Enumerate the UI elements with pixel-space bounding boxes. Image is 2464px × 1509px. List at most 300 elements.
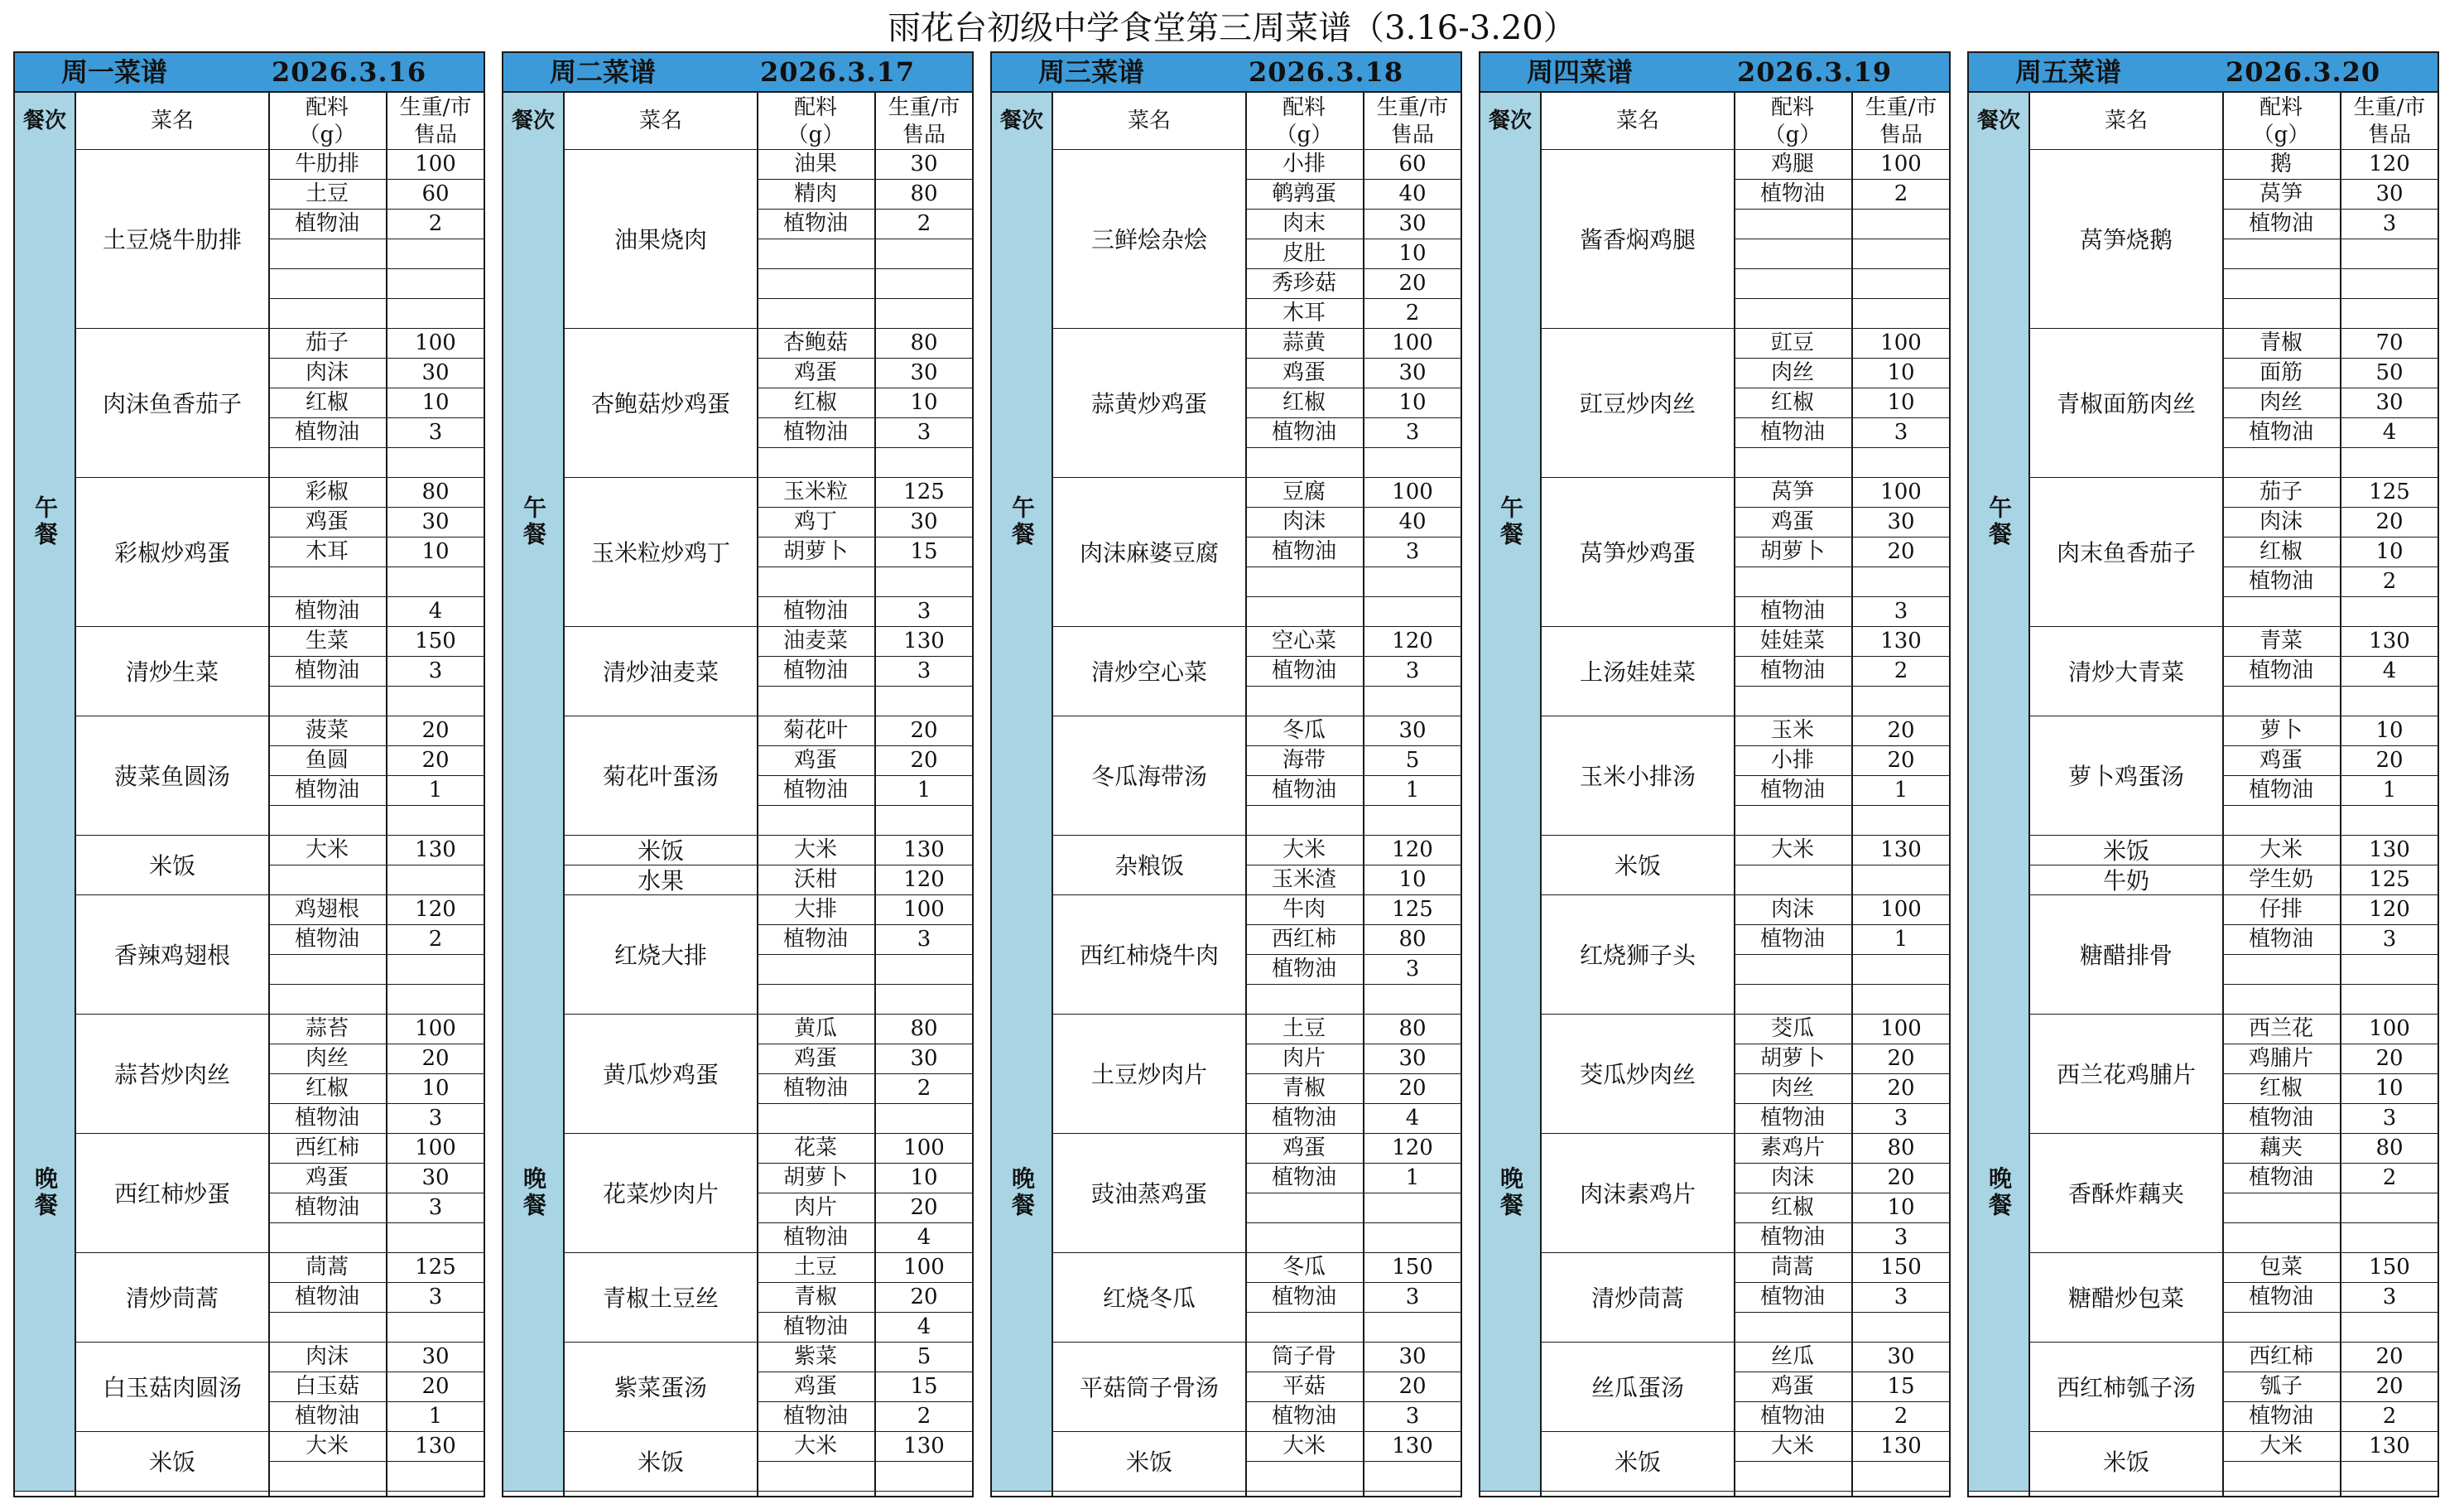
ingredient-name	[268, 1312, 386, 1342]
ingredient-amount	[387, 954, 484, 984]
ingredient-name: 藕夹	[2259, 1135, 2303, 1160]
col-header-weight-line2: 售品	[902, 123, 946, 147]
ingredient-amount: 3	[1405, 957, 1420, 981]
row-divider	[1245, 775, 1461, 776]
ingredient-amount: 100	[903, 1135, 945, 1160]
ingredient-name	[757, 686, 874, 716]
row-divider	[2222, 417, 2438, 418]
ingredient-name: 牛肋排	[294, 152, 359, 176]
ingredient-amount: 1	[1405, 1165, 1420, 1190]
row-divider	[757, 1401, 972, 1402]
ingredient-name: 鸡丁	[793, 509, 837, 534]
dish-name: 清炒油麦菜	[602, 658, 719, 686]
page-title: 雨花台初级中学食堂第三周菜谱（3.16-3.20）	[888, 9, 1576, 47]
col-header-meal: 餐次	[992, 93, 1052, 149]
row-divider	[268, 656, 484, 657]
ingredient-name: 茄子	[305, 330, 349, 355]
row-divider	[1245, 745, 1461, 746]
row-divider	[1245, 1163, 1461, 1164]
ingredient-amount: 20	[2375, 1374, 2404, 1399]
ingredient-name: 植物油	[2248, 1404, 2313, 1429]
ingredient-amount	[2341, 596, 2438, 626]
ingredient-name: 胡萝卜	[782, 539, 848, 564]
ingredient-amount: 20	[1887, 1165, 1915, 1190]
dish-name: 三鲜烩杂烩	[1090, 226, 1207, 253]
row-divider	[1734, 447, 1949, 448]
ingredient-amount: 70	[2375, 330, 2404, 355]
col-header-ingredient	[1734, 94, 1851, 149]
row-divider	[1245, 268, 1461, 269]
ingredient-amount	[2341, 447, 2438, 477]
ingredient-amount: 130	[1880, 1434, 1922, 1458]
day-menu-table	[990, 51, 1462, 1497]
dish-name: 糖醋炒包菜	[2067, 1285, 2184, 1312]
ingredient-amount: 100	[1880, 330, 1922, 355]
ingredient-name	[757, 954, 874, 984]
ingredient-amount: 80	[1398, 927, 1427, 952]
ingredient-amount: 100	[415, 1135, 456, 1160]
ingredient-name: 植物油	[294, 778, 359, 803]
dish-name: 豉油蒸鸡蛋	[1090, 1180, 1207, 1208]
row-divider	[1734, 268, 1949, 269]
row-divider	[1734, 179, 1949, 180]
ingredient-name: 鸡蛋	[793, 360, 837, 385]
dish-name: 玉米粒炒鸡丁	[590, 539, 730, 566]
row-divider	[1734, 209, 1949, 210]
ingredient-amount: 20	[2375, 1344, 2404, 1369]
ingredient-name	[268, 239, 386, 268]
dish-name: 莴笋烧鹅	[2079, 226, 2173, 253]
row-divider	[1734, 417, 1949, 418]
ingredient-name	[1734, 209, 1851, 239]
ingredient-amount: 80	[2375, 1135, 2404, 1160]
ingredient-amount: 1	[1894, 927, 1908, 952]
dish-name: 西红柿瓠子汤	[2056, 1374, 2196, 1401]
ingredient-name: 大米	[305, 837, 349, 862]
ingredient-amount: 120	[1392, 837, 1433, 862]
row-divider	[1734, 566, 1949, 567]
ingredient-name: 红椒	[2259, 1076, 2303, 1101]
ingredient-amount	[387, 1222, 484, 1252]
ingredient-name: 植物油	[1759, 1225, 1825, 1250]
ingredient-amount: 3	[1894, 599, 1908, 624]
ingredient-amount: 3	[1405, 658, 1420, 683]
ingredient-amount: 40	[1398, 181, 1427, 206]
row-divider	[757, 745, 972, 746]
ingredient-name: 小排	[1282, 152, 1326, 176]
ingredient-amount: 10	[1887, 390, 1915, 415]
dish-name: 米饭	[1614, 1449, 1661, 1476]
day-name: 周三菜谱	[1038, 56, 1145, 88]
ingredient-name: 仔排	[2259, 897, 2303, 922]
day-menu-table	[502, 51, 974, 1497]
ingredient-amount: 10	[1398, 867, 1427, 892]
ingredient-name: 紫菜	[793, 1344, 837, 1369]
row-divider	[757, 1073, 972, 1074]
row-divider	[1734, 537, 1949, 538]
ingredient-amount: 5	[1405, 748, 1420, 773]
ingredient-name: 玉米粒	[782, 480, 848, 504]
ingredient-amount: 3	[428, 1106, 443, 1131]
dish-name: 米饭	[148, 852, 195, 880]
ingredient-name	[1734, 805, 1851, 835]
ingredient-amount: 10	[2375, 1076, 2404, 1101]
ingredient-name: 植物油	[1271, 1106, 1336, 1131]
ingredient-name: 植物油	[294, 1404, 359, 1429]
day-date: 2026.3.18	[1249, 56, 1404, 88]
row-divider	[757, 268, 972, 269]
col-divider	[1363, 93, 1364, 1496]
ingredient-name: 丝瓜	[1770, 1344, 1814, 1369]
ingredient-name: 木耳	[305, 539, 349, 564]
ingredient-amount: 130	[1392, 1434, 1433, 1458]
col-divider	[386, 93, 387, 1496]
ingredient-name: 植物油	[1759, 181, 1825, 206]
dish-name: 平菇筒子骨汤	[1079, 1374, 1219, 1401]
ingredient-name: 空心菜	[1271, 629, 1336, 653]
ingredient-amount: 2	[2382, 1404, 2397, 1429]
ingredient-name: 生菜	[305, 629, 349, 653]
ingredient-name	[1734, 686, 1851, 716]
ingredient-amount: 4	[2382, 658, 2397, 683]
ingredient-amount	[2341, 298, 2438, 328]
ingredient-amount	[876, 566, 972, 596]
ingredient-amount: 120	[903, 867, 945, 892]
col-header-weight-line2: 售品	[413, 123, 457, 147]
ingredient-name: 筒子骨	[1271, 1344, 1336, 1369]
ingredient-name	[757, 566, 874, 596]
ingredient-amount: 3	[1405, 1404, 1420, 1429]
ingredient-name: 素鸡片	[1759, 1135, 1825, 1160]
dish-name: 豇豆炒肉丝	[1579, 390, 1696, 417]
ingredient-amount: 20	[1398, 1076, 1427, 1101]
ingredient-amount	[1853, 447, 1949, 477]
ingredient-amount: 3	[2382, 1285, 2397, 1309]
ingredient-name	[2222, 268, 2340, 298]
dish-name: 米饭	[1125, 1449, 1172, 1476]
ingredient-name: 彩椒	[305, 480, 349, 504]
meal-label-lunch: 午餐	[503, 149, 563, 894]
ingredient-amount: 100	[903, 1255, 945, 1280]
col-divider	[2028, 93, 2030, 1496]
dish-name: 紫菜蛋汤	[614, 1374, 707, 1401]
row-divider	[2222, 686, 2438, 687]
col-divider	[874, 93, 876, 1496]
ingredient-amount	[1364, 805, 1461, 835]
ingredient-name: 植物油	[1271, 658, 1336, 683]
col-header-ingredient-line1: 配料	[305, 95, 349, 120]
row-divider	[268, 924, 484, 925]
ingredient-name: 胡萝卜	[1759, 1046, 1825, 1071]
dish-name: 青椒面筋肉丝	[2056, 390, 2196, 417]
ingredient-name: 木耳	[1282, 301, 1326, 325]
ingredient-name: 冬瓜	[1282, 718, 1326, 743]
ingredient-name: 鸡翅根	[294, 897, 359, 922]
ingredient-name: 植物油	[1759, 1285, 1825, 1309]
dish-name: 米饭	[637, 1449, 684, 1476]
ingredient-name	[268, 566, 386, 596]
ingredient-name	[1734, 1461, 1851, 1491]
row-divider	[268, 1312, 484, 1313]
meal-label-dinner: 晚餐	[992, 894, 1052, 1491]
dish-name: 菊花叶蛋汤	[602, 763, 719, 790]
row-divider	[1734, 1401, 1949, 1402]
ingredient-amount: 3	[2382, 927, 2397, 952]
ingredient-name	[2222, 239, 2340, 268]
col-header-weight	[1853, 94, 1949, 149]
ingredient-name: 蒜黄	[1282, 330, 1326, 355]
day-menu-table	[13, 51, 485, 1497]
ingredient-amount: 3	[428, 1195, 443, 1220]
row-divider	[1245, 507, 1461, 508]
ingredient-name: 大米	[1282, 1434, 1326, 1458]
day-header	[1969, 53, 2438, 93]
row-divider	[2222, 298, 2438, 299]
row-divider	[268, 537, 484, 538]
ingredient-amount: 4	[1405, 1106, 1420, 1131]
row-divider	[1734, 1312, 1949, 1313]
ingredient-name: 植物油	[2248, 778, 2313, 803]
ingredient-amount: 125	[903, 480, 945, 504]
ingredient-amount	[1853, 239, 1949, 268]
ingredient-name: 萝卜	[2259, 718, 2303, 743]
row-divider	[757, 805, 972, 806]
ingredient-amount: 10	[1887, 1195, 1915, 1220]
row-divider	[2222, 596, 2438, 597]
ingredient-name: 鹅	[2269, 152, 2292, 176]
col-header-dish: 菜名	[150, 108, 194, 133]
ingredient-name	[2222, 805, 2340, 835]
col-header-ingredient-line2: （g）	[2252, 123, 2310, 147]
ingredient-name: 植物油	[294, 1106, 359, 1131]
ingredient-name: 大米	[793, 837, 837, 862]
row-divider	[1734, 1461, 1949, 1462]
dish-name: 蒜苔炒肉丝	[113, 1061, 230, 1088]
ingredient-name	[1245, 984, 1363, 1014]
row-divider	[268, 507, 484, 508]
ingredient-amount: 30	[421, 1165, 450, 1190]
row-divider	[1734, 1222, 1949, 1223]
ingredient-amount: 30	[910, 509, 938, 534]
dish-name: 米饭	[1614, 852, 1661, 880]
col-header-ingredient	[2222, 94, 2340, 149]
ingredient-amount: 120	[1392, 629, 1433, 653]
ingredient-name: 西兰花	[2248, 1016, 2313, 1041]
ingredient-name: 莴笋	[2259, 181, 2303, 206]
ingredient-amount	[1364, 596, 1461, 626]
dish-name: 牛奶	[2102, 867, 2149, 894]
row-divider	[268, 417, 484, 418]
ingredient-name: 牛肉	[1282, 897, 1326, 922]
ingredient-amount	[876, 447, 972, 477]
ingredient-amount: 15	[910, 539, 938, 564]
ingredient-name: 植物油	[2248, 1165, 2313, 1190]
ingredient-name: 黄瓜	[793, 1016, 837, 1041]
ingredient-name: 大排	[793, 897, 837, 922]
ingredient-name: 菠菜	[305, 718, 349, 743]
ingredient-name	[1245, 1193, 1363, 1222]
ingredient-amount	[876, 268, 972, 298]
ingredient-name: 油果	[793, 152, 837, 176]
ingredient-name: 肉丝	[2259, 390, 2303, 415]
dish-name: 肉沫麻婆豆腐	[1079, 539, 1219, 566]
col-header-weight-line1: 生重/市	[399, 95, 472, 120]
ingredient-name: 植物油	[782, 211, 848, 236]
row-divider	[2222, 507, 2438, 508]
row-divider	[1245, 1401, 1461, 1402]
dish-name: 杂粮饭	[1114, 852, 1184, 880]
row-divider	[2222, 1163, 2438, 1164]
ingredient-name: 胡萝卜	[1759, 539, 1825, 564]
row-divider	[1245, 179, 1461, 180]
row-divider	[268, 1163, 484, 1164]
row-divider	[1734, 298, 1949, 299]
ingredient-name: 平菇	[1282, 1374, 1326, 1399]
ingredient-amount: 3	[1894, 1225, 1908, 1250]
ingredient-amount: 1	[2382, 778, 2397, 803]
day-date: 2026.3.19	[1737, 56, 1893, 88]
ingredient-name: 红椒	[1770, 1195, 1814, 1220]
row-divider	[2222, 1282, 2438, 1283]
ingredient-amount	[1364, 566, 1461, 596]
ingredient-amount: 130	[415, 837, 456, 862]
ingredient-amount: 1	[917, 778, 931, 803]
ingredient-name: 面筋	[2259, 360, 2303, 385]
ingredient-name: 植物油	[294, 658, 359, 683]
dish-name: 青椒土豆丝	[602, 1285, 719, 1312]
ingredient-amount: 10	[421, 390, 450, 415]
ingredient-name: 西红柿	[294, 1135, 359, 1160]
ingredient-amount	[1853, 566, 1949, 596]
row-divider	[268, 179, 484, 180]
ingredient-amount: 130	[2369, 1434, 2410, 1458]
row-divider	[757, 507, 972, 508]
ingredient-amount	[1364, 1193, 1461, 1222]
ingredient-name: 娃娃菜	[1759, 629, 1825, 653]
ingredient-amount: 60	[1398, 152, 1427, 176]
col-divider	[2340, 93, 2341, 1496]
ingredient-name: 鸡蛋	[305, 509, 349, 534]
col-header-dish: 菜名	[1127, 108, 1171, 133]
dish-name: 米饭	[637, 837, 684, 865]
ingredient-name: 植物油	[294, 420, 359, 445]
row-divider	[1245, 656, 1461, 657]
ingredient-name: 鸡蛋	[793, 1046, 837, 1071]
ingredient-name: 青菜	[2259, 629, 2303, 653]
ingredient-amount: 150	[2369, 1255, 2410, 1280]
ingredient-amount: 3	[1405, 539, 1420, 564]
ingredient-name: 植物油	[782, 778, 848, 803]
col-divider	[2222, 93, 2224, 1496]
ingredient-name: 花菜	[793, 1135, 837, 1160]
ingredient-amount: 20	[1887, 539, 1915, 564]
row-divider	[2222, 1103, 2438, 1104]
ingredient-amount: 50	[2375, 360, 2404, 385]
ingredient-name: 豇豆	[1770, 330, 1814, 355]
ingredient-amount	[2341, 1461, 2438, 1491]
row-divider	[1245, 1282, 1461, 1283]
ingredient-amount	[1364, 984, 1461, 1014]
ingredient-name	[2222, 1222, 2340, 1252]
ingredient-name: 青椒	[2259, 330, 2303, 355]
row-divider	[992, 1491, 1461, 1492]
col-header-meal: 餐次	[15, 93, 75, 149]
ingredient-amount: 80	[1887, 1135, 1915, 1160]
row-divider	[1734, 1282, 1949, 1283]
ingredient-name: 茭瓜	[1770, 1016, 1814, 1041]
ingredient-amount: 150	[1880, 1255, 1922, 1280]
ingredient-amount	[876, 298, 972, 328]
col-header-weight-line1: 生重/市	[1865, 95, 1937, 120]
ingredient-amount: 2	[428, 211, 443, 236]
meal-label-dinner: 晚餐	[15, 894, 75, 1491]
ingredient-name: 植物油	[1271, 1165, 1336, 1190]
ingredient-name: 精肉	[793, 181, 837, 206]
ingredient-amount: 30	[910, 1046, 938, 1071]
day-header	[15, 53, 484, 93]
col-divider	[1851, 93, 1853, 1496]
day-header	[1480, 53, 1949, 93]
ingredient-name: 红椒	[305, 390, 349, 415]
ingredient-amount: 100	[415, 152, 456, 176]
row-divider	[268, 1282, 484, 1283]
ingredient-amount: 125	[2369, 480, 2410, 504]
ingredient-name: 海带	[1282, 748, 1326, 773]
col-header-weight-line2: 售品	[1879, 123, 1923, 147]
ingredient-amount: 20	[1398, 271, 1427, 296]
ingredient-amount	[876, 1461, 972, 1491]
ingredient-name	[1245, 596, 1363, 626]
row-divider	[268, 268, 484, 269]
ingredient-name: 土豆	[793, 1255, 837, 1280]
ingredient-name	[2222, 447, 2340, 477]
ingredient-amount: 3	[917, 599, 931, 624]
ingredient-name: 植物油	[2248, 569, 2313, 594]
ingredient-amount	[876, 954, 972, 984]
ingredient-name: 肉丝	[1770, 1076, 1814, 1101]
ingredient-name: 植物油	[294, 1285, 359, 1309]
row-divider	[1245, 358, 1461, 359]
row-divider	[2222, 805, 2438, 806]
row-divider	[1245, 686, 1461, 687]
ingredient-name: 莴笋	[1770, 480, 1814, 504]
ingredient-name: 植物油	[1271, 420, 1336, 445]
row-divider	[757, 566, 972, 567]
row-divider	[15, 1491, 484, 1492]
ingredient-amount: 20	[421, 1046, 450, 1071]
ingredient-name: 白玉菇	[294, 1374, 359, 1399]
col-divider	[1540, 93, 1542, 1496]
ingredient-name: 肉沫	[305, 360, 349, 385]
day-date: 2026.3.20	[2226, 56, 2381, 88]
ingredient-name: 肉沫	[2259, 509, 2303, 534]
ingredient-name	[757, 1103, 874, 1133]
ingredient-name: 蒜苔	[305, 1016, 349, 1041]
row-divider	[757, 775, 972, 776]
dish-name: 清炒大青菜	[2067, 658, 2184, 686]
ingredient-amount: 130	[1880, 837, 1922, 862]
ingredient-name	[1734, 865, 1851, 894]
ingredient-amount: 30	[1887, 509, 1915, 534]
ingredient-amount: 3	[1894, 420, 1908, 445]
ingredient-name: 植物油	[1759, 1106, 1825, 1131]
row-divider	[757, 1461, 972, 1462]
row-divider	[1734, 686, 1949, 687]
ingredient-name	[757, 1461, 874, 1491]
ingredient-name: 鸡蛋	[305, 1165, 349, 1190]
ingredient-amount	[387, 566, 484, 596]
dish-name: 米饭	[2102, 1449, 2149, 1476]
